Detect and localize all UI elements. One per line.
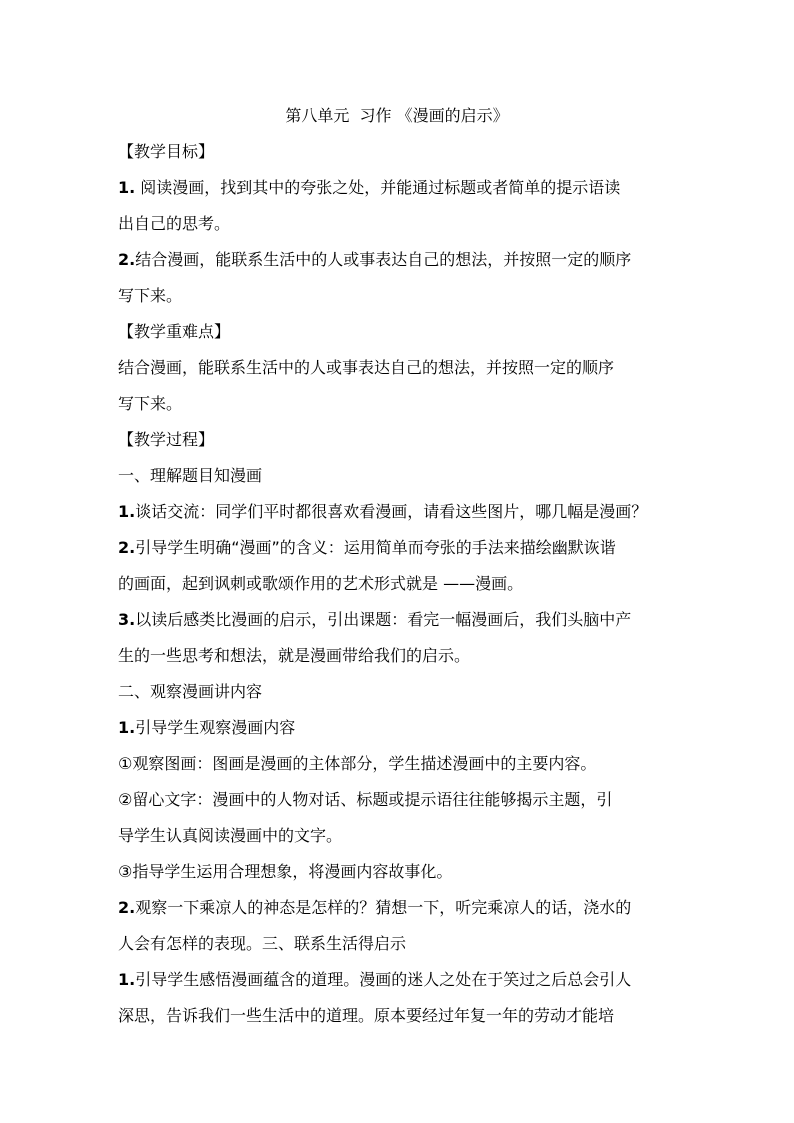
line-text: 深思，告诉我们一些生活中的道理。原本要经过年复一年的劳动才能培 bbox=[118, 1006, 615, 1025]
line-text: 【教学目标】 bbox=[118, 142, 215, 161]
line-text: ②留心文字：漫画中的人物对话、标题或提示语往往能够揭示主题，引 bbox=[118, 790, 613, 809]
line-number: 2. bbox=[118, 250, 136, 269]
line-text: 引导学生明确“漫画”的含义：运用简单而夸张的手法来描绘幽默诙谐 bbox=[135, 538, 616, 557]
line-number: 1. bbox=[118, 178, 136, 197]
line-number: 1. bbox=[118, 970, 136, 989]
line-text: 引导学生观察漫画内容 bbox=[135, 718, 296, 737]
text-line-s2-sub-1 bbox=[118, 752, 678, 788]
line-text: 谈话交流：同学们平时都很喜欢看漫画，请看这些图片，哪几幅是漫画？ bbox=[135, 502, 648, 521]
line-text: 导学生认真阅读漫画中的文字。 bbox=[118, 826, 343, 845]
text-line-s1-step-2-b bbox=[118, 572, 678, 608]
line-number: 2. bbox=[118, 538, 136, 557]
line-text: 【教学过程】 bbox=[118, 430, 215, 449]
line-text: 出自己的思考。 bbox=[118, 214, 231, 233]
line-text: 结合漫画，能联系生活中的人或事表达自己的想法，并按照一定的顺序 bbox=[118, 358, 615, 377]
text-line-s1-step-3-a bbox=[118, 608, 678, 644]
text-line-heading-goals bbox=[118, 140, 678, 176]
text-line-s2-sub-3 bbox=[118, 860, 678, 896]
line-number: 1. bbox=[118, 502, 136, 521]
line-text: ③指导学生运用合理想象，将漫画内容故事化。 bbox=[118, 862, 453, 881]
text-line-s1-step-2-a bbox=[118, 536, 678, 572]
text-line-s2-step-2-a bbox=[118, 896, 678, 932]
line-text: 一、理解题目知漫画 bbox=[118, 466, 263, 485]
text-line-s2-step-1 bbox=[118, 716, 678, 752]
text-line-section-1 bbox=[118, 464, 678, 500]
line-text: 写下来。 bbox=[118, 286, 183, 305]
line-text: 引导学生感悟漫画蕴含的道理。漫画的迷人之处在于笑过之后总会引人 bbox=[135, 970, 632, 989]
text-line-s3-step-1-a bbox=[118, 968, 678, 1004]
text-line-s2-sub-2-a bbox=[118, 788, 678, 824]
text-line-s1-step-3-b bbox=[118, 644, 678, 680]
line-text: 阅读漫画，找到其中的夸张之处，并能通过标题或者简单的提示语读 bbox=[135, 178, 621, 197]
text-line-s2-step-2-b bbox=[118, 932, 678, 968]
line-text: 二、观察漫画讲内容 bbox=[118, 682, 263, 701]
text-line-heading-key bbox=[118, 320, 678, 356]
text-line-goal-2-b bbox=[118, 284, 678, 320]
text-line-goal-1-a bbox=[118, 176, 678, 212]
document-body bbox=[118, 140, 678, 1040]
line-text: 以读后感类比漫画的启示，引出课题：看完一幅漫画后，我们头脑中产 bbox=[135, 610, 632, 629]
line-number: 3. bbox=[118, 610, 136, 629]
line-text: 的画面，起到讽刺或歌颂作用的艺术形式就是 ——漫画。 bbox=[118, 574, 524, 593]
line-text: 人会有怎样的表现。三、联系生活得启示 bbox=[118, 934, 407, 953]
text-line-s1-step-1 bbox=[118, 500, 678, 536]
line-text: 写下来。 bbox=[118, 394, 183, 413]
line-text: 结合漫画，能联系生活中的人或事表达自己的想法，并按照一定的顺序 bbox=[135, 250, 632, 269]
text-line-goal-1-b bbox=[118, 212, 678, 248]
line-number: 1. bbox=[118, 718, 136, 737]
text-line-heading-process bbox=[118, 428, 678, 464]
text-line-section-2 bbox=[118, 680, 678, 716]
text-line-key-b bbox=[118, 392, 678, 428]
text-line-goal-2-a bbox=[118, 248, 678, 284]
text-line-s3-step-1-b bbox=[118, 1004, 678, 1040]
document-title: 第八单元 习作 《漫画的启示》 bbox=[285, 106, 509, 125]
line-text: ①观察图画：图画是漫画的主体部分，学生描述漫画中的主要内容。 bbox=[118, 754, 597, 773]
text-line-s2-sub-2-b bbox=[118, 824, 678, 860]
line-text: 【教学重难点】 bbox=[118, 322, 231, 341]
line-number: 2. bbox=[118, 898, 136, 917]
line-text: 观察一下乘凉人的神态是怎样的？猜想一下，听完乘凉人的话，浇水的 bbox=[135, 898, 632, 917]
line-text: 生的一些思考和想法，就是漫画带给我们的启示。 bbox=[118, 646, 471, 665]
text-line-key-a bbox=[118, 356, 678, 392]
